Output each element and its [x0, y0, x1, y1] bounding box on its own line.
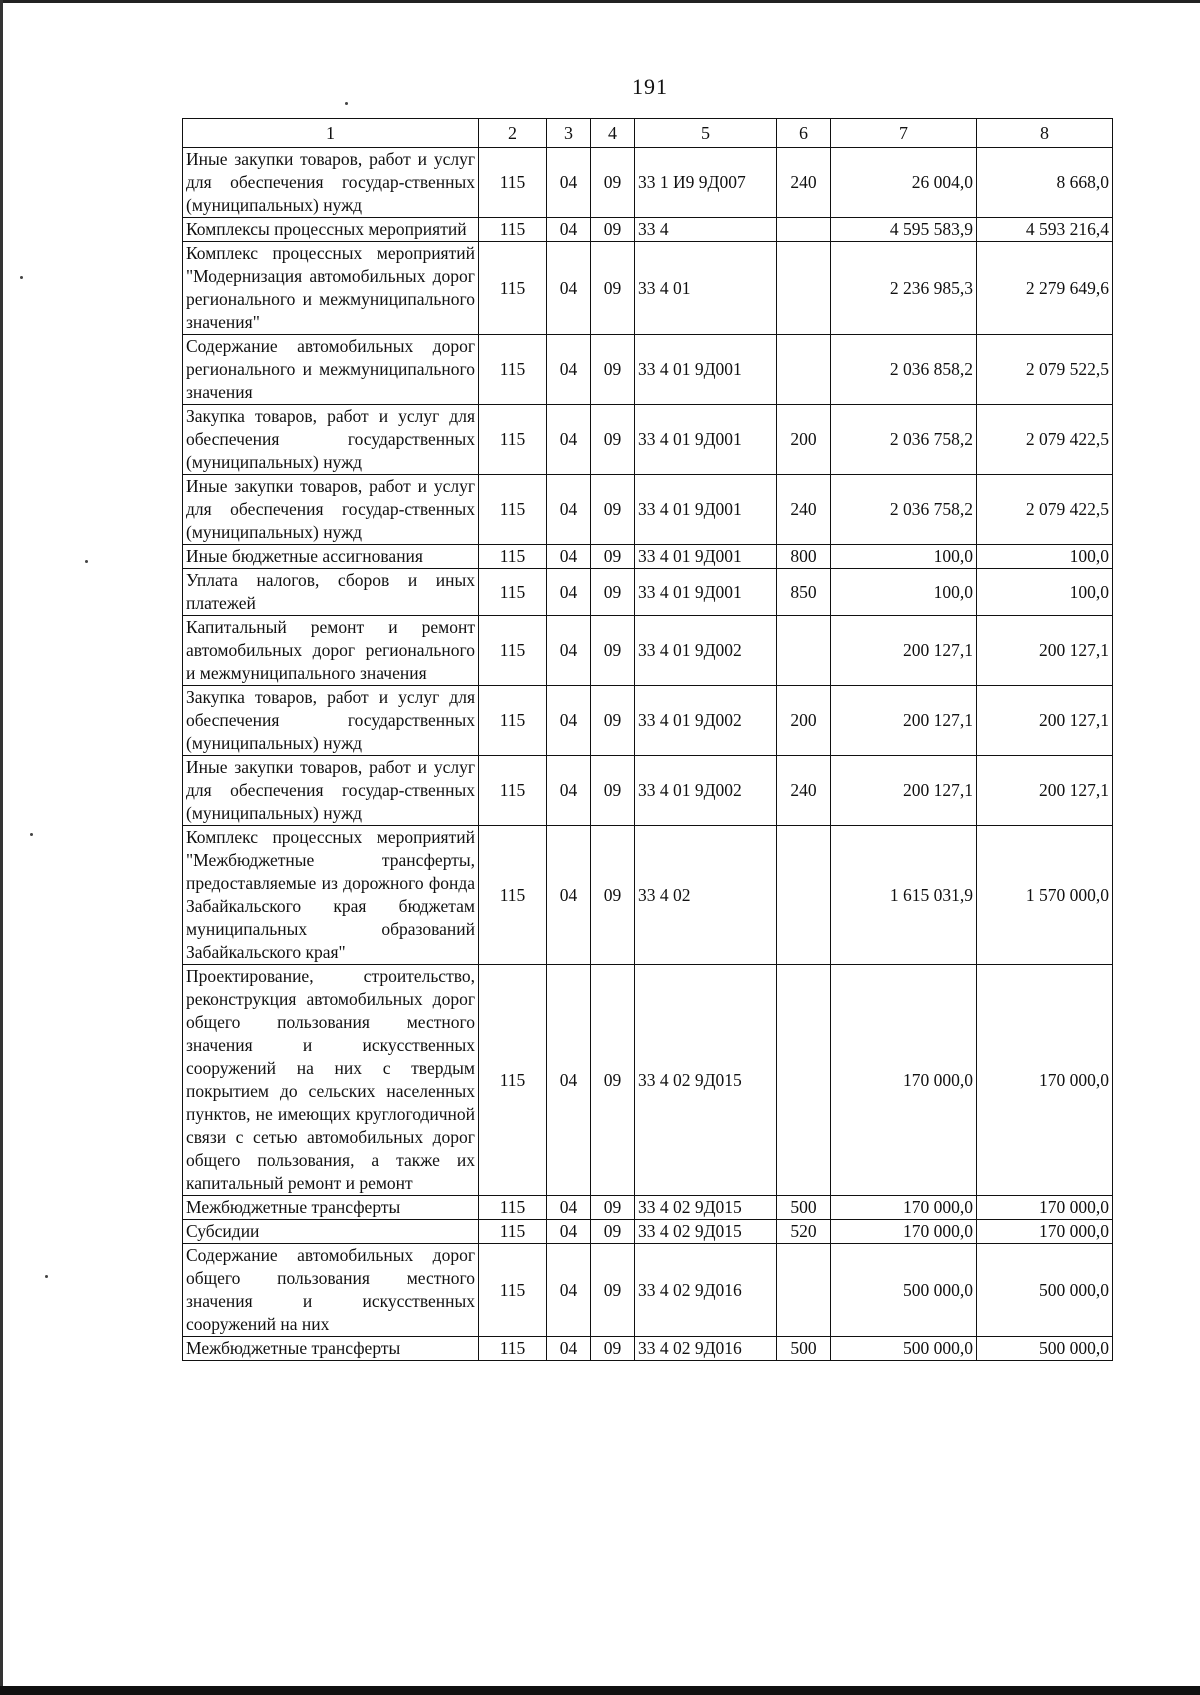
row-c4: 09: [591, 148, 635, 218]
row-c7: 4 595 583,9: [831, 218, 977, 242]
row-name: Иные закупки товаров, работ и услуг для обеспечения государ-ственных (муниципальных) нужд: [183, 756, 479, 826]
row-c4: 09: [591, 218, 635, 242]
row-c8: 200 127,1: [977, 686, 1113, 756]
table-row: [183, 1337, 1113, 1361]
row-c5: 33 4 02 9Д016: [635, 1337, 777, 1361]
header-col-8: 8: [977, 119, 1113, 148]
row-c7: 2 036 858,2: [831, 335, 977, 405]
row-c6: [777, 826, 831, 965]
scan-speck: [20, 276, 23, 279]
row-c3: 04: [547, 616, 591, 686]
row-c8: 170 000,0: [977, 1196, 1113, 1220]
row-name: Межбюджетные трансферты: [183, 1337, 479, 1361]
row-c3: 04: [547, 686, 591, 756]
row-c8: 100,0: [977, 569, 1113, 616]
row-c4: 09: [591, 686, 635, 756]
row-c4: 09: [591, 965, 635, 1196]
row-c3: 04: [547, 1220, 591, 1244]
row-c8: 200 127,1: [977, 756, 1113, 826]
row-c2: 115: [479, 335, 547, 405]
row-c5: 33 4 01 9Д001: [635, 405, 777, 475]
row-c6: 500: [777, 1196, 831, 1220]
row-c3: 04: [547, 756, 591, 826]
page-number: 191: [632, 74, 668, 99]
row-c6: 200: [777, 405, 831, 475]
row-c4: 09: [591, 756, 635, 826]
scan-speck: [45, 1275, 48, 1278]
row-name: Иные закупки товаров, работ и услуг для обеспечения государ-ственных (муниципальных) нужд: [183, 475, 479, 545]
row-name: Комплекс процессных мероприятий "Межбюджетные трансферты, предоставляемые из дорожного фонда Забайкальского края бюджетам муниципальных образований Забайкальского края": [183, 826, 479, 965]
row-c6: 800: [777, 545, 831, 569]
row-c7: 2 036 758,2: [831, 475, 977, 545]
row-c5: 33 4 01 9Д001: [635, 335, 777, 405]
row-c3: 04: [547, 218, 591, 242]
table-row: [183, 218, 1113, 242]
table-row: [183, 1196, 1113, 1220]
scan-speck: [30, 833, 33, 836]
budget-table: [182, 118, 1113, 1361]
row-c3: 04: [547, 569, 591, 616]
header-col-2: 2: [479, 119, 547, 148]
row-c3: 04: [547, 475, 591, 545]
row-c6: [777, 218, 831, 242]
row-c6: 850: [777, 569, 831, 616]
row-c2: 115: [479, 616, 547, 686]
row-c8: 2 279 649,6: [977, 242, 1113, 335]
row-c2: 115: [479, 148, 547, 218]
scan-edge-left: [0, 0, 3, 1695]
row-c5: 33 4 02 9Д015: [635, 965, 777, 1196]
row-c5: 33 4 01: [635, 242, 777, 335]
row-name: Уплата налогов, сборов и иных платежей: [183, 569, 479, 616]
row-name: Комплексы процессных мероприятий: [183, 218, 479, 242]
row-c3: 04: [547, 826, 591, 965]
row-c7: 500 000,0: [831, 1244, 977, 1337]
row-c6: [777, 242, 831, 335]
header-col-4: 4: [591, 119, 635, 148]
row-c7: 200 127,1: [831, 756, 977, 826]
table-row: [183, 335, 1113, 405]
row-c3: 04: [547, 1244, 591, 1337]
row-c2: 115: [479, 1244, 547, 1337]
row-c7: 200 127,1: [831, 616, 977, 686]
row-name: Закупка товаров, работ и услуг для обеспечения государственных (муниципальных) нужд: [183, 405, 479, 475]
row-c5: 33 4 02 9Д015: [635, 1220, 777, 1244]
row-c4: 09: [591, 1337, 635, 1361]
row-c3: 04: [547, 148, 591, 218]
row-c4: 09: [591, 405, 635, 475]
row-c8: 8 668,0: [977, 148, 1113, 218]
scan-speck: [85, 560, 88, 563]
header-col-7: 7: [831, 119, 977, 148]
row-c8: 170 000,0: [977, 965, 1113, 1196]
row-c6: [777, 616, 831, 686]
row-c4: 09: [591, 569, 635, 616]
row-c6: [777, 965, 831, 1196]
row-c5: 33 4 02 9Д015: [635, 1196, 777, 1220]
row-c5: 33 1 И9 9Д007: [635, 148, 777, 218]
header-col-5: 5: [635, 119, 777, 148]
row-c3: 04: [547, 242, 591, 335]
table-row: [183, 1244, 1113, 1337]
table-row: [183, 148, 1113, 218]
row-c2: 115: [479, 965, 547, 1196]
row-c3: 04: [547, 405, 591, 475]
row-c2: 115: [479, 405, 547, 475]
row-c8: 1 570 000,0: [977, 826, 1113, 965]
row-c8: 200 127,1: [977, 616, 1113, 686]
row-c6: 240: [777, 148, 831, 218]
table-row: [183, 616, 1113, 686]
table-row: [183, 545, 1113, 569]
row-c2: 115: [479, 1196, 547, 1220]
row-c5: 33 4 01 9Д001: [635, 475, 777, 545]
row-c8: 4 593 216,4: [977, 218, 1113, 242]
scan-speck: [345, 102, 348, 105]
row-c4: 09: [591, 826, 635, 965]
table-row: [183, 1220, 1113, 1244]
table-row: [183, 405, 1113, 475]
row-c2: 115: [479, 826, 547, 965]
row-c3: 04: [547, 965, 591, 1196]
header-col-1: 1: [183, 119, 479, 148]
row-c2: 115: [479, 1220, 547, 1244]
row-name: Комплекс процессных мероприятий "Модернизация автомобильных дорог регионального и межмуниципального значения": [183, 242, 479, 335]
row-name: Закупка товаров, работ и услуг для обеспечения государственных (муниципальных) нужд: [183, 686, 479, 756]
table-row: [183, 686, 1113, 756]
row-name: Капитальный ремонт и ремонт автомобильных дорог регионального и межмуниципального значения: [183, 616, 479, 686]
row-c3: 04: [547, 335, 591, 405]
row-name: Содержание автомобильных дорог регионального и межмуниципального значения: [183, 335, 479, 405]
table-row: [183, 826, 1113, 965]
row-c6: 200: [777, 686, 831, 756]
row-c8: 2 079 522,5: [977, 335, 1113, 405]
row-name: Иные бюджетные ассигнования: [183, 545, 479, 569]
table-row: [183, 475, 1113, 545]
row-c6: 500: [777, 1337, 831, 1361]
row-c7: 26 004,0: [831, 148, 977, 218]
row-c7: 100,0: [831, 545, 977, 569]
row-c5: 33 4: [635, 218, 777, 242]
row-c6: [777, 1244, 831, 1337]
row-name: Межбюджетные трансферты: [183, 1196, 479, 1220]
row-name: Проектирование, строительство, реконструкция автомобильных дорог общего пользования местного значения и искусственных сооружений на них с твердым покрытием до сельских населенных пунктов, не имеющих круглогодичной связи с сетью автомобильных дорог общего пользования, а также их капитальный ремонт и ремонт: [183, 965, 479, 1196]
row-c5: 33 4 01 9Д002: [635, 616, 777, 686]
row-c5: 33 4 01 9Д001: [635, 569, 777, 616]
row-c8: 2 079 422,5: [977, 405, 1113, 475]
row-c7: 2 236 985,3: [831, 242, 977, 335]
row-c2: 115: [479, 242, 547, 335]
row-c2: 115: [479, 475, 547, 545]
row-c8: 100,0: [977, 545, 1113, 569]
row-c6: 240: [777, 756, 831, 826]
table-header-row: [183, 119, 1113, 148]
row-c3: 04: [547, 545, 591, 569]
scan-edge-top: [0, 0, 1200, 3]
row-c8: 2 079 422,5: [977, 475, 1113, 545]
row-c5: 33 4 02: [635, 826, 777, 965]
table-row: [183, 569, 1113, 616]
row-c4: 09: [591, 475, 635, 545]
row-c7: 2 036 758,2: [831, 405, 977, 475]
row-c4: 09: [591, 1220, 635, 1244]
row-c4: 09: [591, 335, 635, 405]
table-row: [183, 756, 1113, 826]
row-c5: 33 4 01 9Д001: [635, 545, 777, 569]
row-c7: 200 127,1: [831, 686, 977, 756]
row-c7: 170 000,0: [831, 965, 977, 1196]
row-c2: 115: [479, 545, 547, 569]
row-c8: 170 000,0: [977, 1220, 1113, 1244]
scan-edge-bottom: [0, 1686, 1200, 1695]
row-c5: 33 4 02 9Д016: [635, 1244, 777, 1337]
row-c2: 115: [479, 756, 547, 826]
row-c7: 170 000,0: [831, 1220, 977, 1244]
row-c5: 33 4 01 9Д002: [635, 756, 777, 826]
row-c8: 500 000,0: [977, 1244, 1113, 1337]
row-c6: 520: [777, 1220, 831, 1244]
row-c3: 04: [547, 1337, 591, 1361]
header-col-3: 3: [547, 119, 591, 148]
row-c4: 09: [591, 1196, 635, 1220]
row-c2: 115: [479, 218, 547, 242]
row-c5: 33 4 01 9Д002: [635, 686, 777, 756]
row-c7: 100,0: [831, 569, 977, 616]
row-c2: 115: [479, 1337, 547, 1361]
row-c4: 09: [591, 616, 635, 686]
header-col-6: 6: [777, 119, 831, 148]
table-row: [183, 965, 1113, 1196]
row-c6: [777, 335, 831, 405]
row-c3: 04: [547, 1196, 591, 1220]
row-c7: 170 000,0: [831, 1196, 977, 1220]
row-c4: 09: [591, 242, 635, 335]
row-name: Иные закупки товаров, работ и услуг для обеспечения государ-ственных (муниципальных) нужд: [183, 148, 479, 218]
row-c2: 115: [479, 686, 547, 756]
row-c7: 500 000,0: [831, 1337, 977, 1361]
table-row: [183, 242, 1113, 335]
row-c4: 09: [591, 545, 635, 569]
row-c8: 500 000,0: [977, 1337, 1113, 1361]
row-c4: 09: [591, 1244, 635, 1337]
row-name: Содержание автомобильных дорог общего пользования местного значения и искусственных сооружений на них: [183, 1244, 479, 1337]
row-name: Субсидии: [183, 1220, 479, 1244]
row-c2: 115: [479, 569, 547, 616]
row-c6: 240: [777, 475, 831, 545]
row-c7: 1 615 031,9: [831, 826, 977, 965]
